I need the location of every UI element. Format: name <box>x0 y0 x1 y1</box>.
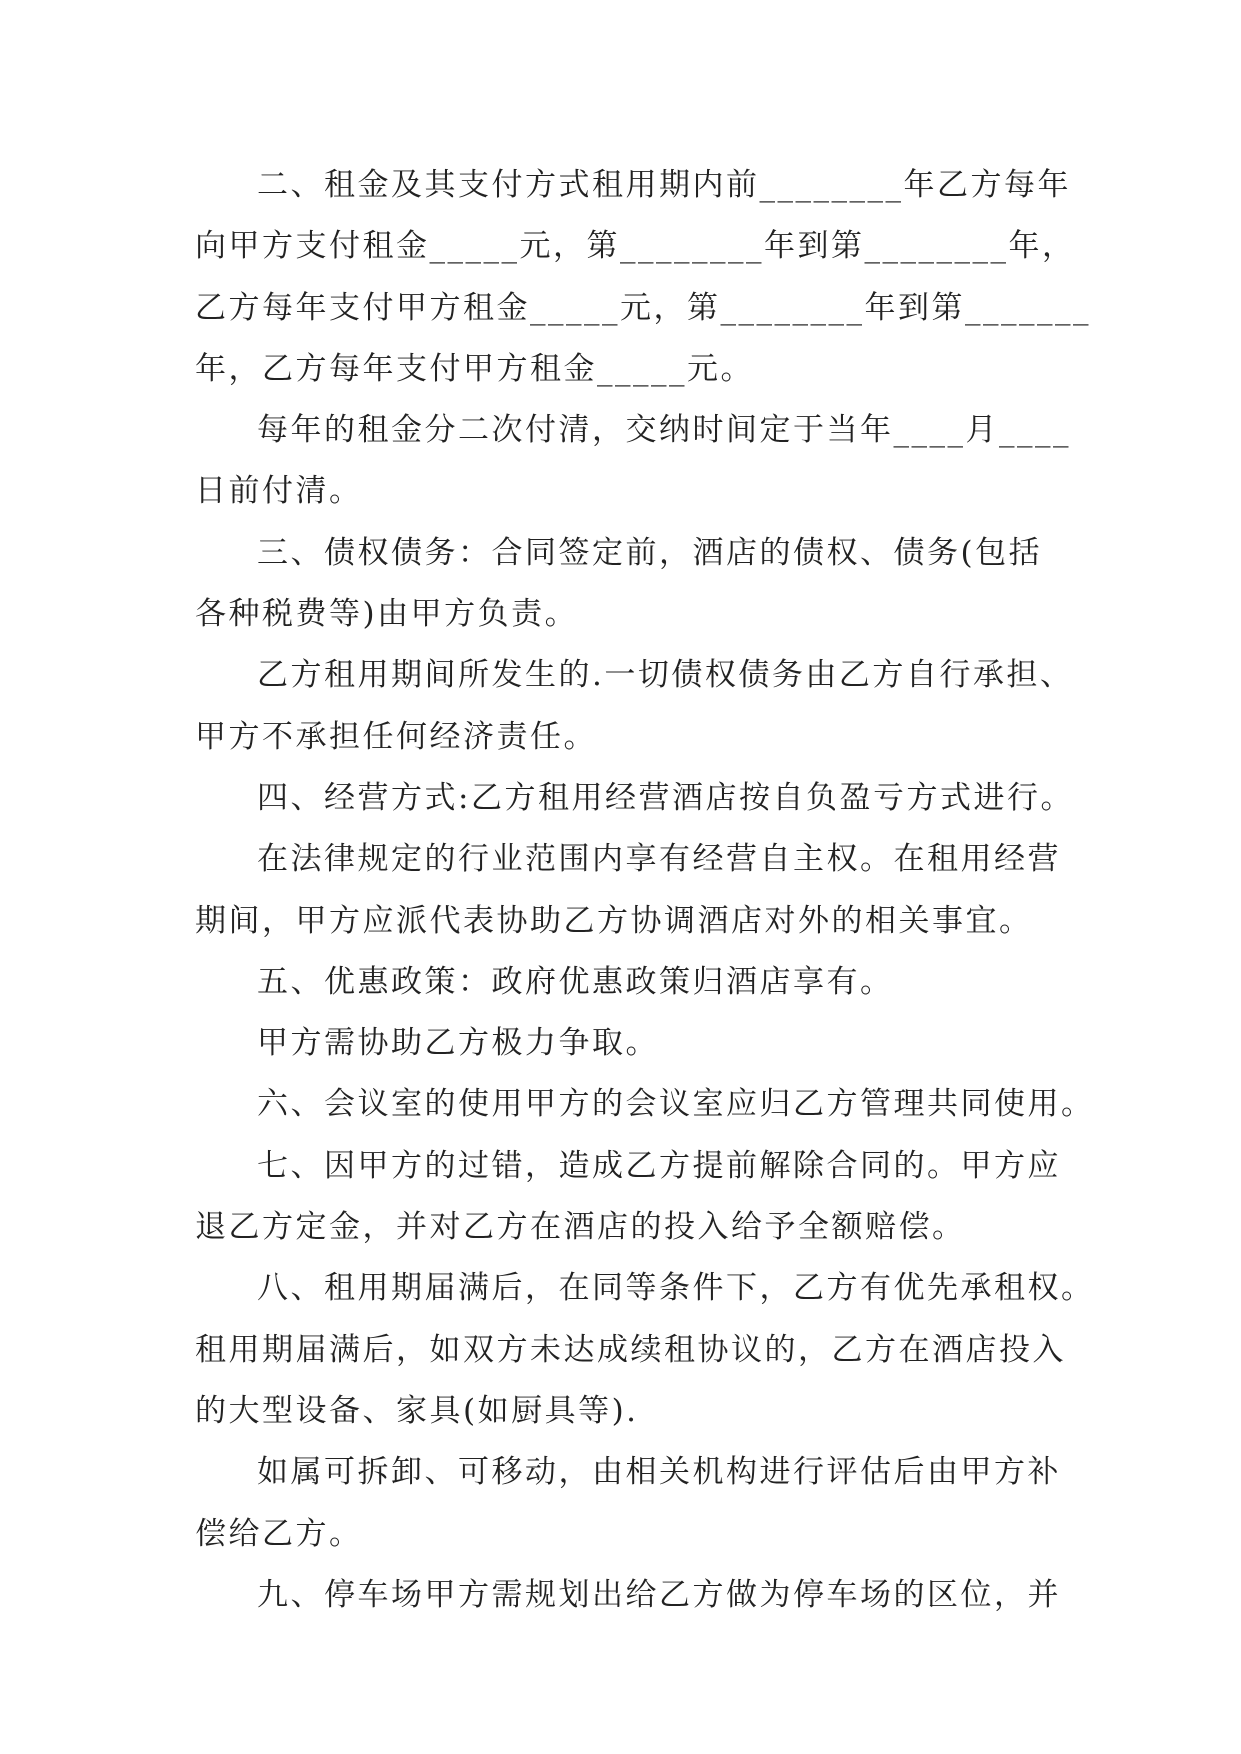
contract-text-body <box>195 155 1095 1626</box>
text-line: 年，乙方每年支付甲方租金_____元。 <box>195 350 754 387</box>
text-line: 五、优惠政策：政府优惠政策归酒店享有。 <box>257 963 894 1000</box>
text-line: 甲方需协助乙方极力争取。 <box>257 1025 659 1062</box>
text-line: 七、因甲方的过错，造成乙方提前解除合同的。甲方应 <box>257 1147 1061 1184</box>
text-line: 在法律规定的行业范围内享有经营自主权。在租用经营 <box>257 841 1061 878</box>
text-line: 如属可拆卸、可移动，由相关机构进行评估后由甲方补 <box>257 1454 1061 1491</box>
text-line: 的大型设备、家具(如厨具等). <box>195 1392 639 1429</box>
text-line: 乙方租用期间所发生的.一切债权债务由乙方自行承担、 <box>257 657 1074 694</box>
text-line: 六、会议室的使用甲方的会议室应归乙方管理共同使用。 <box>257 1086 1095 1123</box>
text-line: 各种税费等)由甲方负责。 <box>195 596 579 633</box>
text-line: 期间，甲方应派代表协助乙方协调酒店对外的相关事宜。 <box>195 902 1033 939</box>
text-line: 四、经营方式:乙方租用经营酒店按自负盈亏方式进行。 <box>257 779 1074 816</box>
text-line: 租用期届满后，如双方未达成续租协议的，乙方在酒店投入 <box>195 1331 1066 1368</box>
text-line: 九、停车场甲方需规划出给乙方做为停车场的区位，并 <box>257 1576 1061 1613</box>
text-line: 每年的租金分二次付清，交纳时间定于当年____月____ <box>257 412 1071 449</box>
text-line: 二、租金及其支付方式租用期内前________年乙方每年 <box>257 167 1071 203</box>
text-line: 八、租用期届满后，在同等条件下，乙方有优先承租权。 <box>257 1270 1095 1307</box>
text-line: 甲方不承担任何经济责任。 <box>195 718 597 755</box>
text-line: 三、债权债务：合同签定前，酒店的债权、债务(包括 <box>257 534 1043 571</box>
text-line: 乙方每年支付甲方租金_____元，第________年到第_______ <box>195 289 1091 326</box>
text-line: 向甲方支付租金_____元，第________年到第________年， <box>195 228 1076 265</box>
text-line: 退乙方定金，并对乙方在酒店的投入给予全额赔偿。 <box>195 1209 966 1246</box>
text-line: 偿给乙方。 <box>195 1515 363 1552</box>
text-line: 日前付清。 <box>195 473 363 510</box>
